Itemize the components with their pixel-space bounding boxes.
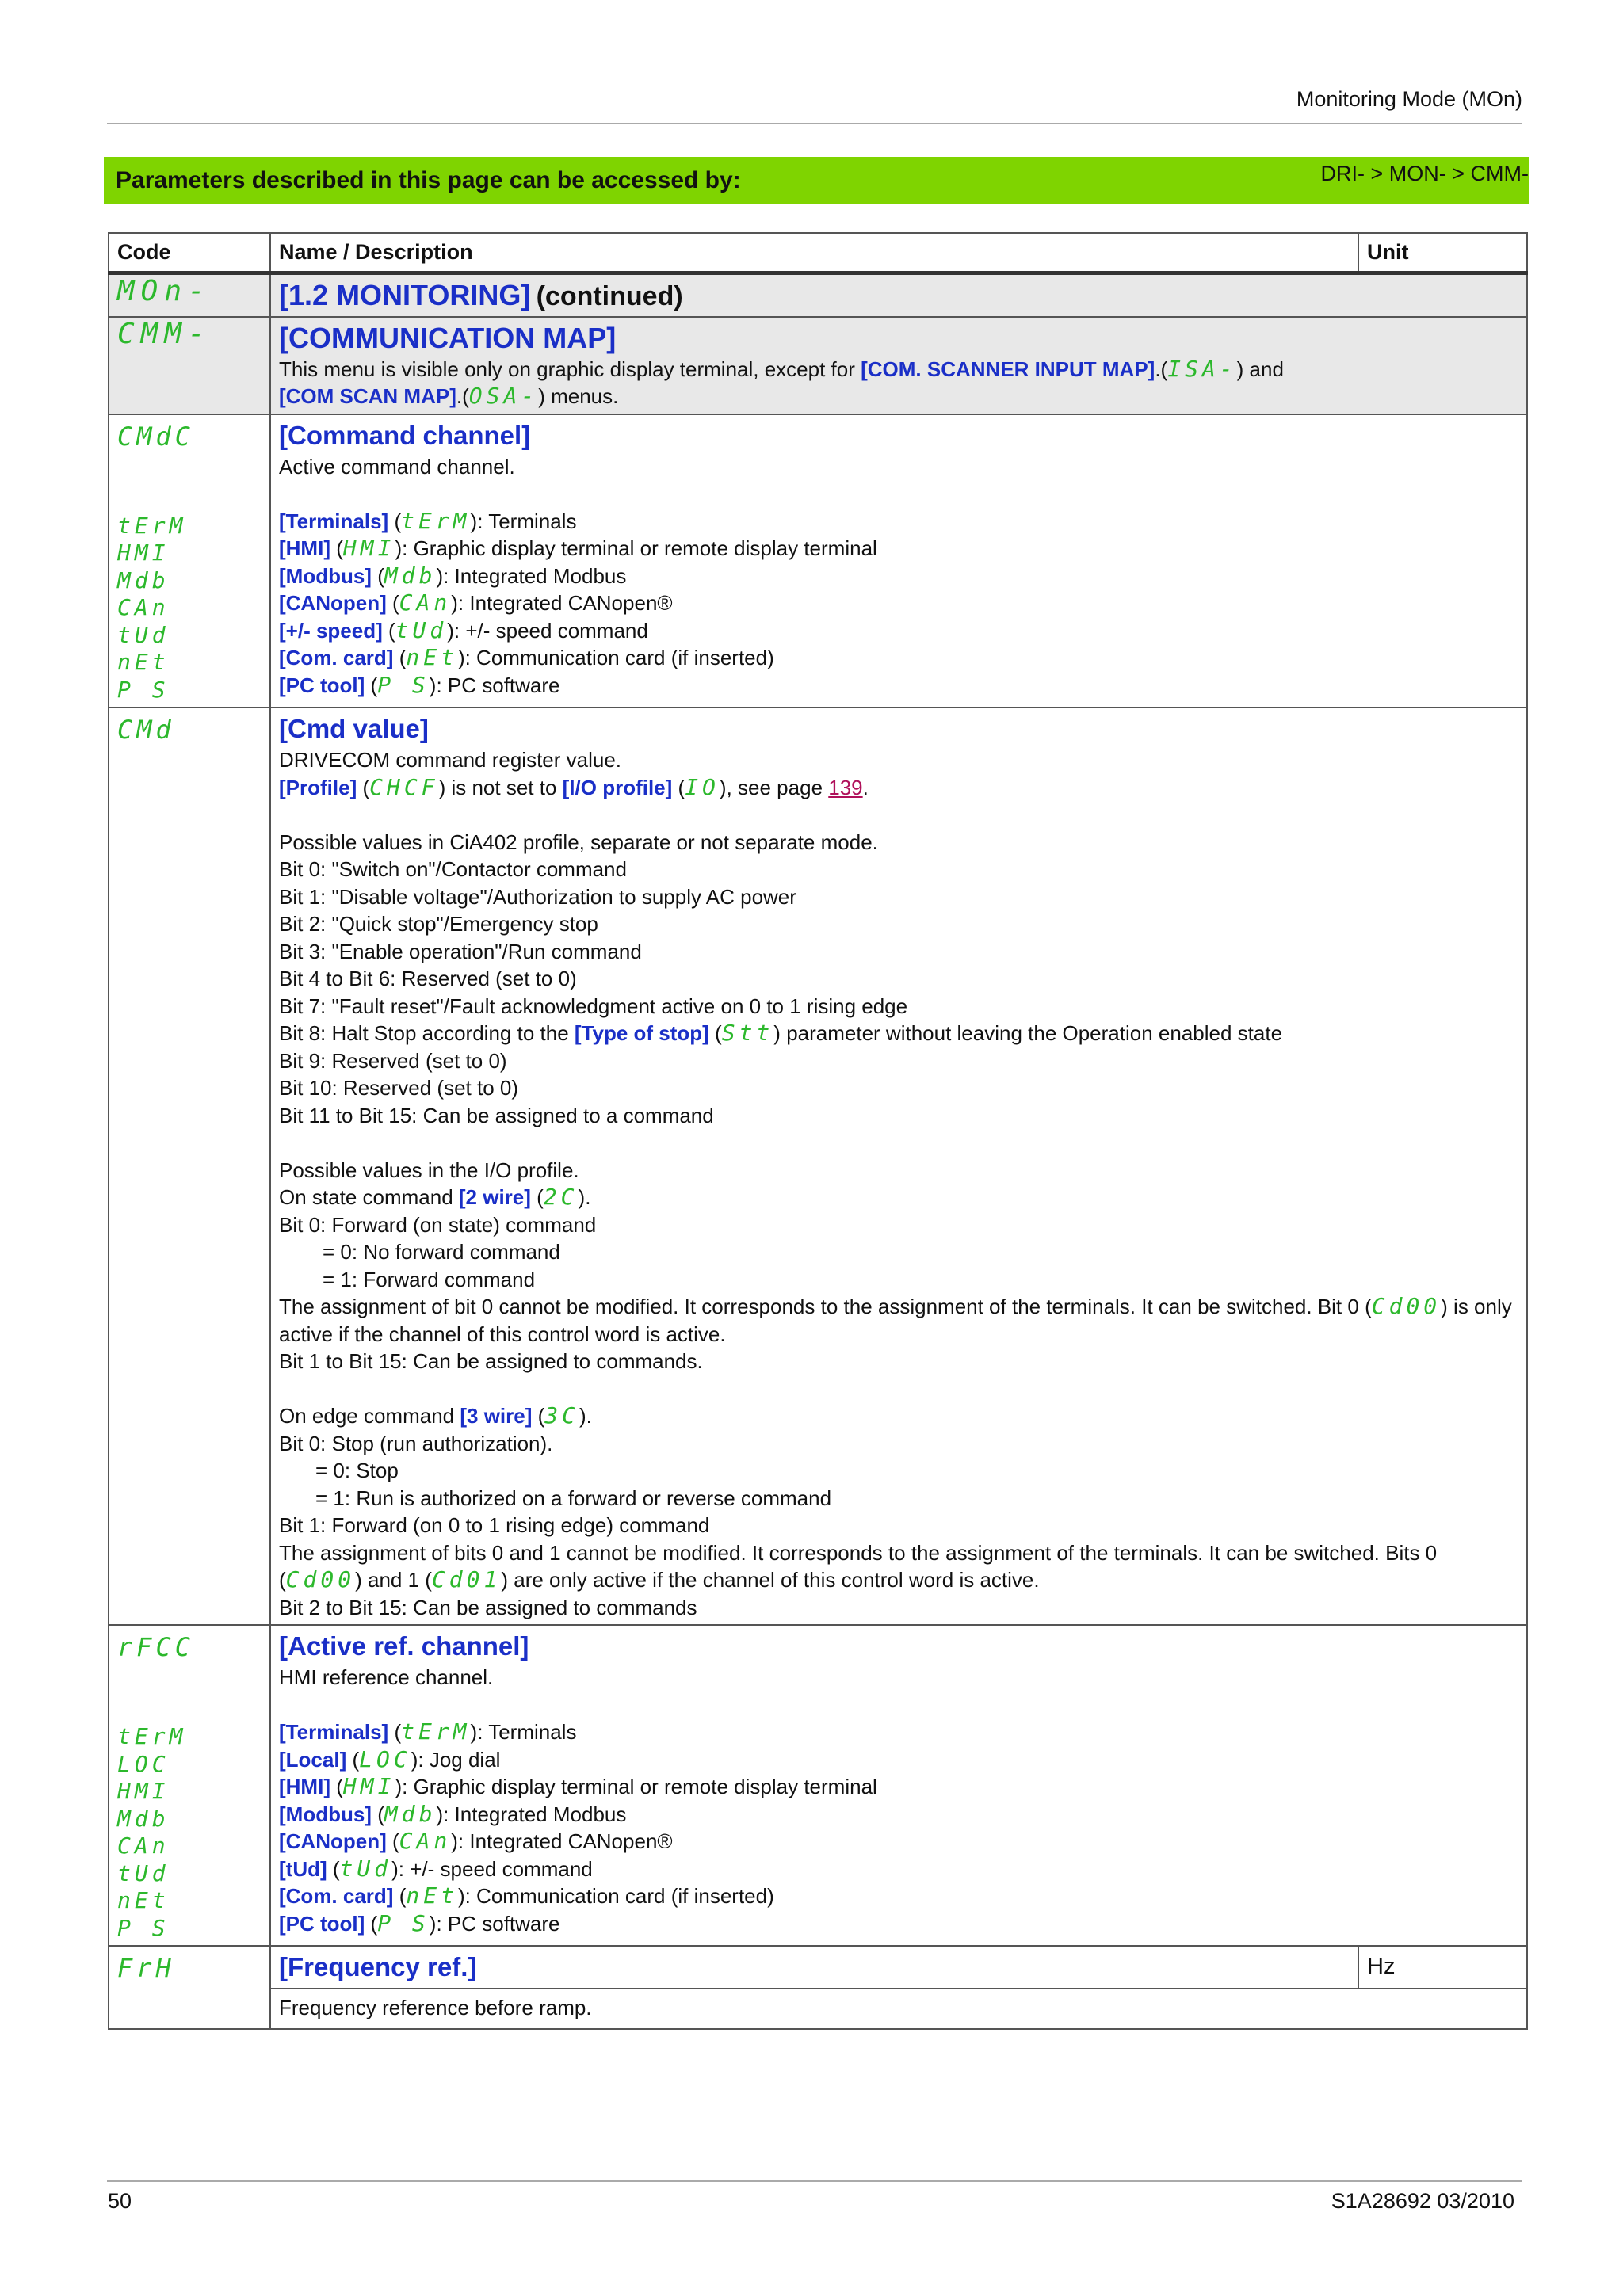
table-row-cmd [109,707,1527,1625]
option-text: : Integrated Modbus [443,563,627,588]
display-code: OSA- [468,383,539,409]
table-row-cmm [109,317,1527,414]
column-header-code: Code [109,233,270,273]
list-item: Bit 11 to Bit 15: Can be assigned to a command [279,1103,714,1127]
table-row-frh-desc [109,1989,1527,2029]
name-cell [270,273,1527,317]
page-header-title: Monitoring Mode (MOn) [1296,87,1522,111]
menu-link[interactable]: [COM. SCANNER INPUT MAP] [861,357,1155,381]
option-code: tUd [117,621,170,648]
option-inline-code: tUd [339,1855,392,1882]
cia-bit-list [279,856,1518,1020]
state-assign-note: The assignment of bit 0 cannot be modified. It corresponds to the assignment of the terminals. It can be switched. Bit 0 (Cd00) is only active if the channel of this control word is active. [279,1293,1512,1346]
list-item: Bit 10: Reserved (set to 0) [279,1076,519,1100]
param-title[interactable]: [Cmd value] [279,714,429,743]
option-label[interactable]: [Modbus] [279,1802,372,1826]
display-code: CMdC [117,421,195,452]
cia-bit-list [279,1047,1518,1130]
menu-description: This menu is visible only on graphic display terminal, except for [COM. SCANNER INPUT MAP].(ISA-) and [COM SCAN MAP].(OSA-) menus. [279,355,1284,409]
access-path: DRI- > MON- > CMM- [1320,162,1529,185]
option-label[interactable]: [CANopen] [279,591,387,615]
document-reference: S1A28692 03/2010 [1331,2189,1514,2213]
list-item: Bit 2: "Quick stop"/Emergency stop [279,912,598,936]
column-header-unit: Unit [1358,233,1527,273]
option-codes [117,513,262,704]
option-inline-code: CAn [399,589,452,616]
display-code: FrH [117,1953,175,1983]
option-inline-code: P S [377,1909,430,1936]
table-row-mon [109,273,1527,317]
param-description: Frequency reference before ramp. [270,1989,1527,2029]
param-title[interactable]: [Frequency ref.] [279,1952,477,1981]
option-text: : Graphic display terminal or remote display terminal [402,1775,877,1798]
param-title[interactable]: [Active ref. channel] [279,1631,529,1661]
list-item: [Com. card] (nEt): Communication card (if inserted) [279,1882,774,1909]
bit8-line: Bit 8: Halt Stop according to the [Type of stop] (Stt) parameter without leaving the Operation enabled state [279,1020,1283,1046]
option-codes [117,1723,262,1942]
option-label[interactable]: [CANopen] [279,1829,387,1853]
list-item: [Com. card] (nEt): Communication card (if inserted) [279,644,774,670]
option-text: : PC software [436,1911,560,1936]
param-description: HMI reference channel. [279,1665,494,1689]
code-cell [109,707,270,1625]
option-label[interactable]: [Com. card] [279,1884,394,1908]
option-list [279,508,1518,700]
option-code: CAn [117,594,170,620]
list-item: [CANopen] (CAn): Integrated CANopen® [279,589,673,616]
option-inline-code: P S [377,671,430,698]
option-code: nEt [117,649,170,675]
list-item: Bit 9: Reserved (set to 0) [279,1048,507,1073]
menu-link[interactable]: [COM SCAN MAP] [279,384,456,408]
code-cell [109,1625,270,1946]
option-code: P S [117,676,170,703]
name-cell [270,414,1527,708]
option-code: P S [117,1914,170,1941]
option-inline-code: LOC [359,1745,411,1772]
option-label[interactable]: [Local] [279,1747,347,1772]
option-text: : Integrated CANopen® [457,1829,673,1853]
option-code: HMI [117,540,170,566]
name-cell [270,1625,1527,1946]
list-item: Bit 7: "Fault reset"/Fault acknowledgment active on 0 to 1 rising edge [279,994,908,1018]
code-cell [109,317,270,414]
option-inline-code: tErM [401,507,471,534]
list-item: [Modbus] (Mdb): Integrated Modbus [279,1800,627,1827]
option-inline-code: nEt [406,1882,458,1909]
option-text: : Terminals [477,509,577,533]
table-row-cmdc [109,414,1527,708]
param-description: Active command channel. [279,454,515,479]
option-list [279,1718,1518,1937]
option-text: : Graphic display terminal or remote display terminal [402,536,877,560]
list-item: Bit 1: "Disable voltage"/Authorization to supply AC power [279,884,796,909]
option-code: HMI [117,1778,170,1804]
option-inline-code: Mdb [384,1800,437,1827]
list-item: Bit 4 to Bit 6: Reserved (set to 0) [279,967,577,990]
list-item: Bit 3: "Enable operation"/Run command [279,939,642,963]
unit-cell: Hz [1358,1946,1527,1989]
table-header-row [109,233,1527,273]
param-description: DRIVECOM command register value. [279,748,622,772]
access-label: Parameters described in this page can be accessed by: [116,167,741,193]
display-code: CMM- [117,317,212,350]
option-code: tUd [117,1859,170,1886]
list-item: [Local] (LOC): Jog dial [279,1745,501,1772]
param-code-line [117,423,262,458]
list-item: [CANopen] (CAn): Integrated CANopen® [279,1828,673,1854]
option-label[interactable]: [HMI] [279,1775,330,1798]
option-inline-code: HMI [342,535,395,561]
option-label[interactable]: [tUd] [279,1856,327,1881]
param-title[interactable]: [Command channel] [279,420,531,450]
option-text: : Terminals [477,1720,577,1744]
code-cell [109,273,270,317]
option-code: Mdb [117,1805,170,1832]
footer-divider [107,2180,1522,2182]
access-banner [104,157,1529,204]
code-cell [109,414,270,708]
option-text: : Jog dial [418,1747,501,1772]
list-item: [HMI] (HMI): Graphic display terminal or remote display terminal [279,1773,877,1799]
option-code: Mdb [117,566,170,593]
option-inline-code: tUd [395,616,448,643]
edge-command-line: On edge command [3 wire] (3C). [279,1402,592,1428]
column-header-name: Name / Description [270,233,1358,273]
section-title[interactable]: [COMMUNICATION MAP] [279,321,617,354]
page-number: 50 [108,2189,132,2213]
option-label[interactable]: [PC tool] [279,673,365,697]
header-divider [107,123,1522,124]
option-label[interactable]: [+/- speed] [279,618,383,643]
section-suffix: (continued) [536,280,683,311]
display-code: MOn- [117,274,212,307]
cia-intro: Possible values in CiA402 profile, separate or not separate mode. [279,830,878,854]
option-label[interactable]: [Com. card] [279,646,394,669]
option-code: LOC [117,1750,170,1777]
option-label[interactable]: [HMI] [279,536,330,560]
io-intro: Possible values in the I/O profile. [279,1158,579,1182]
option-text: : +/- speed command [398,1856,593,1881]
display-code: ISA- [1167,355,1237,382]
option-code: CAn [117,1833,170,1859]
option-text: : Integrated Modbus [443,1802,627,1826]
list-item: [HMI] (HMI): Graphic display terminal or remote display terminal [279,535,877,561]
list-item: [Terminals] (tErM): Terminals [279,507,577,534]
state-command-line: On state command [2 wire] (2C). [279,1184,591,1210]
option-inline-code: CAn [399,1828,452,1854]
name-cell: [Cmd value] DRIVECOM command register value. [Profile] (CHCF) is not set to [I/O profile] (IO), see page 139. Possible values in CiA402 profile, separate or not separate mode. Bit 0: "Switch on"/Contactor command Bit 1: "Disable voltage"/Authorization to supply AC power Bit 2: "Quick stop"/Emergency stop Bit 3: "Enable operation"/Run command Bit 4 to Bit 6: Reserved (set to 0) Bit 7: "Fault reset"/Fault acknowledgment active on 0 to 1 rising edge Bit 8: Halt Stop according to the [Type of stop] (Stt) parameter without leaving the Operation enabled state Bit 9: Reserved (set to 0) Bit 10: Reserved (set to 0) Bit 11 to Bit 15: Can be assigned to a command Possible values in the I/O profile. On state command [2 wire] (2C). Bit 0: Forward (on state) command = 0: No forward command = 1: Forward command The assignment of bit 0 cannot be modified. It corresponds to the assignment of the terminals. It can be switched. Bit 0 (Cd00) is only active if the channel of this control word is active. Bit 1 to Bit 15: Can be assigned to commands. On edge command [3 wire] (3C). Bit 0: Stop (run authorization). = 0: Stop = 1: Run is authorized on a forward or reverse command Bit 1: Forward (on 0 to 1 rising edge) command The assignment of bits 0 and 1 cannot be modified. It corresponds to the assignment of the terminals. It can be switched. Bits 0 (Cd00) and 1 (Cd01) are only active if the channel of this control word is active. Bit 2 to Bit 15: Can be assigned to commands [270,707,1527,1625]
table-row-frh [109,1946,1527,1989]
list-item: Bit 0: "Switch on"/Contactor command [279,857,627,881]
section-title[interactable]: [1.2 MONITORING] [279,278,531,311]
option-inline-code: tErM [401,1718,471,1745]
option-text: : Communication card (if inserted) [464,646,774,669]
list-item: [tUd] (tUd): +/- speed command [279,1855,593,1882]
table-row-rfcc [109,1625,1527,1946]
option-text: : Communication card (if inserted) [464,1884,774,1908]
list-item: [PC tool] (P S): PC software [279,671,560,698]
option-text: : +/- speed command [453,618,648,643]
list-item: [PC tool] (P S): PC software [279,1909,560,1936]
option-text: : Integrated CANopen® [457,591,673,615]
display-code: rFCC [117,1632,195,1662]
option-label[interactable]: [PC tool] [279,1911,365,1936]
param-code-line [117,1634,262,1669]
option-inline-code: nEt [406,644,458,670]
display-code: CMd [117,715,175,745]
option-label[interactable]: [Terminals] [279,1720,389,1744]
code-cell [109,1946,270,2029]
list-item: [Modbus] (Mdb): Integrated Modbus [279,562,627,589]
list-item: [+/- speed] (tUd): +/- speed command [279,616,648,643]
option-label[interactable]: [Modbus] [279,563,372,588]
name-cell [270,317,1527,414]
option-inline-code: Mdb [384,562,437,589]
name-cell [270,1946,1358,1989]
option-code: tErM [117,512,187,539]
edge-assign-note: The assignment of bits 0 and 1 cannot be modified. It corresponds to the assignment of the terminals. It can be switched. Bits 0 (Cd00) and 1 (Cd01) are only active if the channel of this control word is active. [279,1540,1438,1592]
page-link[interactable]: 139 [828,775,863,799]
list-item: [Terminals] (tErM): Terminals [279,1718,577,1745]
option-inline-code: HMI [342,1773,395,1799]
option-code: tErM [117,1723,187,1749]
profile-condition: [Profile] (CHCF) is not set to [I/O profile] (IO), see page 139. [279,773,869,800]
parameter-table [108,232,1528,2030]
option-label[interactable]: [Terminals] [279,509,389,533]
option-code: nEt [117,1887,170,1913]
option-text: : PC software [436,673,560,697]
